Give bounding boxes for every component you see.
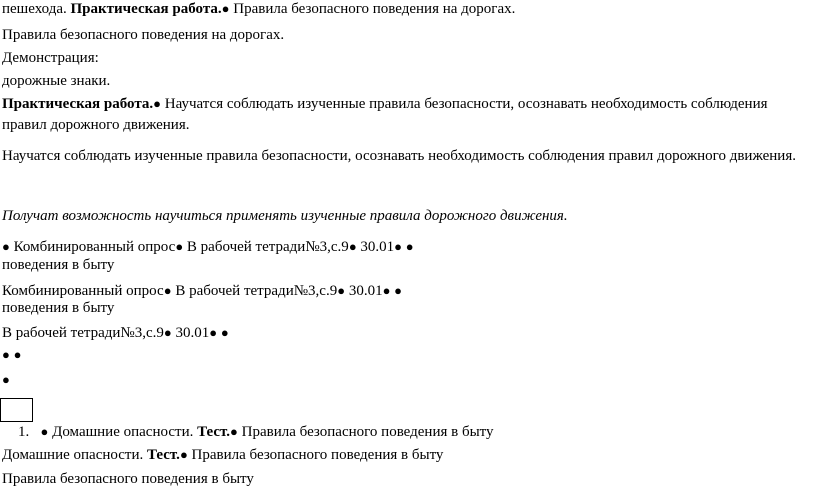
- text-line-6: правил дорожного движения.: [2, 117, 190, 133]
- line9-d: 30.01: [360, 239, 395, 255]
- line16-bold: Тест.: [197, 424, 231, 440]
- line11-d: 30.01: [348, 283, 383, 299]
- line11-b: В рабочей тетради: [175, 283, 294, 299]
- bullet-icon: ●: [40, 424, 49, 439]
- bullet-icon: ●: [13, 347, 22, 362]
- line1-lead: пешехода.: [2, 1, 67, 17]
- text-line-12: поведения в быту: [2, 300, 115, 316]
- bullet-icon: ●: [163, 325, 172, 340]
- line5-bold-heading: Практическая работа.: [2, 96, 154, 112]
- bullet-icon: ●: [2, 347, 10, 362]
- line11-c: №3,с.9: [293, 283, 338, 299]
- text-line-3: Демонстрация:: [2, 50, 99, 66]
- bullet-icon: ●: [337, 283, 346, 298]
- bullet-icon: ●: [2, 372, 10, 387]
- bullet-icon: ●: [348, 239, 357, 254]
- text-line-16-list-item: [18, 423, 494, 441]
- text-line-17: [2, 446, 443, 464]
- line1-bold-heading: Практическая работа.: [70, 1, 222, 17]
- list-number: 1.: [18, 424, 30, 440]
- text-line-10: поведения в быту: [2, 257, 115, 273]
- bullet-icon: ●: [175, 239, 184, 254]
- text-line-18: Правила безопасного поведения в быту: [2, 471, 254, 487]
- bullet-icon: ●: [209, 325, 218, 340]
- bullet-icon: ●: [405, 239, 414, 254]
- line9-b: В рабочей тетради: [186, 239, 306, 255]
- text-line-9: [2, 238, 414, 256]
- text-line-8-italic: Получат возможность научиться применять изученные правила дорожного движения.: [2, 208, 568, 224]
- empty-box: [0, 398, 33, 422]
- line16-a: Домашние опасности.: [52, 424, 194, 440]
- line13-b: В рабочей тетради: [2, 325, 121, 341]
- text-line-4: дорожные знаки.: [2, 73, 111, 89]
- text-line-11: [2, 282, 402, 300]
- line17-a: Домашние опасности.: [2, 447, 144, 463]
- text-line-2: Правила безопасного поведения на дорогах.: [2, 27, 285, 43]
- line1-text: Правила безопасного поведения на дорогах.: [233, 1, 516, 17]
- bullet-icon: ●: [220, 325, 229, 340]
- text-line-13: [2, 324, 229, 342]
- line11-a: Комбинированный опрос: [2, 283, 164, 299]
- bullet-icon: ●: [394, 283, 403, 298]
- bullet-icon: ●: [153, 96, 162, 111]
- bullet-icon: ●: [230, 424, 238, 439]
- bullet-icon: ●: [179, 447, 188, 462]
- text-line-15: [2, 371, 10, 389]
- bullet-icon: ●: [394, 239, 403, 254]
- bullet-icon: ●: [2, 239, 10, 254]
- text-line-1: [2, 0, 515, 18]
- line13-c: №3,с.9: [120, 325, 164, 341]
- text-line-14: [2, 346, 21, 364]
- bullet-icon: ●: [221, 1, 230, 16]
- text-line-7: Научатся соблюдать изученные правила безопасности, осознавать необходимость соблюдения правил дорожного движения.: [2, 148, 796, 164]
- line16-text: Правила безопасного поведения в быту: [241, 424, 494, 440]
- line13-d: 30.01: [175, 325, 210, 341]
- bullet-icon: ●: [163, 283, 172, 298]
- line9-a: Комбинированный опрос: [13, 239, 176, 255]
- bullet-icon: ●: [382, 283, 391, 298]
- line17-bold: Тест.: [147, 447, 180, 463]
- line9-c: №3,с.9: [305, 239, 349, 255]
- line5-text: Научатся соблюдать изученные правила безопасности, осознавать необходимость соблюдения: [164, 96, 768, 112]
- text-line-5: [2, 95, 768, 113]
- line17-text: Правила безопасного поведения в быту: [191, 447, 444, 463]
